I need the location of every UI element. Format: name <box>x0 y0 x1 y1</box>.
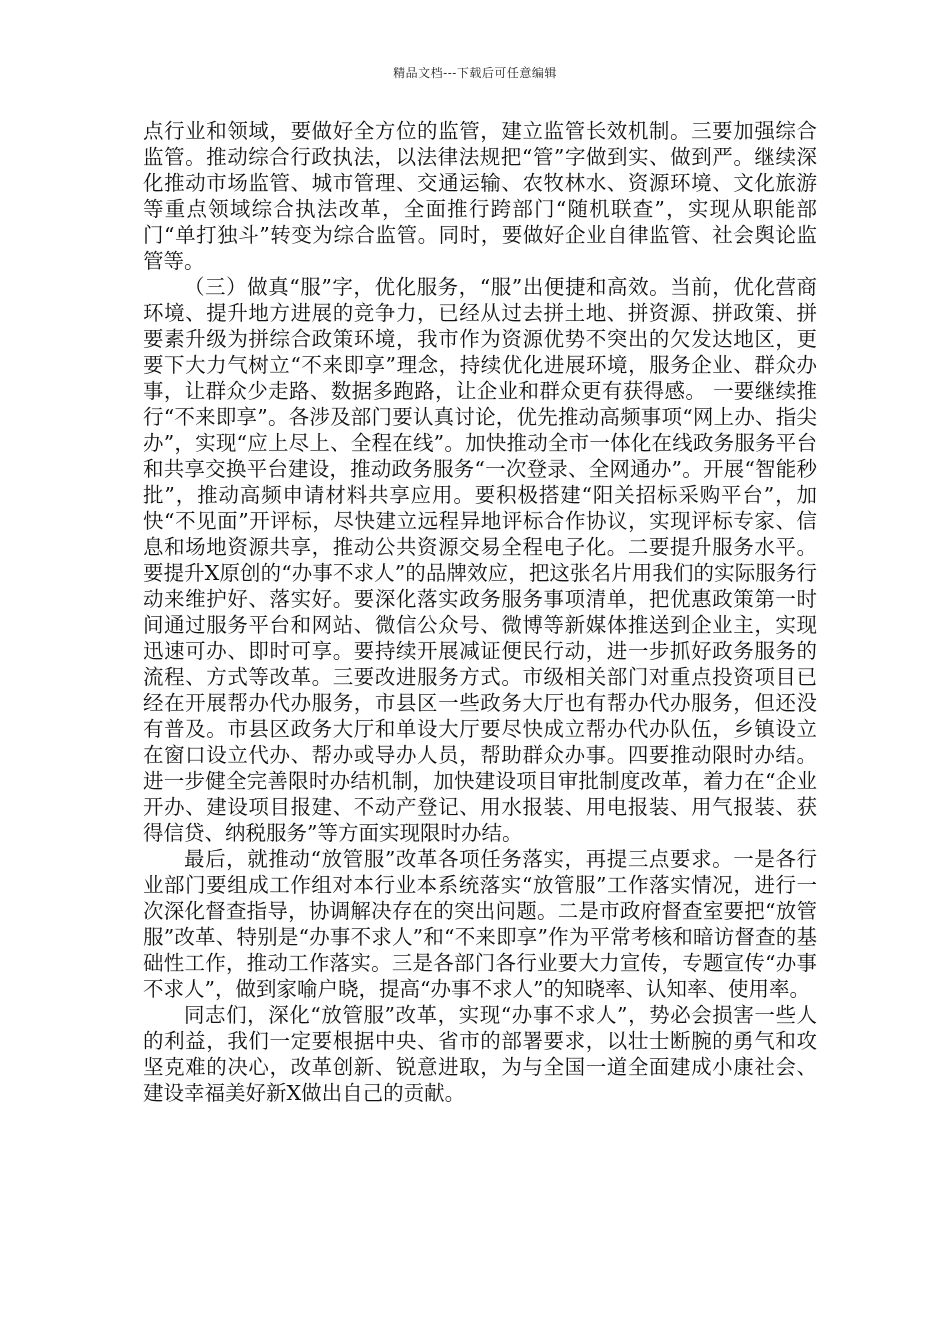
paragraph-final-requirements: 最后，就推动“放管服”改革各项任务落实，再提三点要求。一是各行业部门要组成工作组对本行业本系统落实“放管服”工作落实情况，进行一次深化督查指导，协调解决存在的突出问题。二是市政府督查室要把“放管服”改革、特别是“办事不求人”和“不来即享”作为平常考核和暗访督查的基础性工作，推动工作落实。三是各部门各行业要大力宣传，专题宣传“办事不求人”，做到家喻户晓，提高“办事不求人”的知晓率、认知率、使用率。 <box>143 847 817 1001</box>
paragraph-continued: 点行业和领域，要做好全方位的监管，建立监管长效机制。三要加强综合监管。推动综合行政执法，以法律法规把“管”字做到实、做到严。继续深化推动市场监管、城市管理、交通运输、农牧林水、资源环境、文化旅游等重点领域综合执法改革，全面推行跨部门“随机联查”，实现从职能部门“单打独斗”转变为综合监管。同时，要做好企业自律监管、社会舆论监管等。 <box>143 119 817 273</box>
document-body <box>143 118 817 1106</box>
paragraph-section-three: （三）做真“服”字，优化服务，“服”出便捷和高效。当前，优化营商环境、提升地方进展的竞争力，已经从过去拼土地、拼资源、拼政策、拼要素升级为拼综合政策环境，我市作为资源优势不突出的欠发达地区，更要下大力气树立“不来即享”理念，持续优化进展环境，服务企业、群众办事，让群众少走路、数据多跑路，让企业和群众更有获得感。 一要继续推行“不来即享”。各涉及部门要认真讨论，优先推动高频事项“网上办、指尖办”，实现“应上尽上、全程在线”。加快推动全市一体化在线政务服务平台和共享交换平台建设，推动政务服务“一次登录、全网通办”。开展“智能秒批”，推动高频申请材料共享应用。要积极搭建“阳关招标采购平台”，加快“不见面”开评标，尽快建立远程异地评标合作协议，实现评标专家、信息和场地资源共享，推动公共资源交易全程电子化。二要提升服务水平。要提升X原创的“办事不求人”的品牌效应，把这张名片用我们的实际服务行动来维护好、落实好。要深化落实政务服务事项清单，把优惠政策第一时间通过服务平台和网站、微信公众号、微博等新媒体推送到企业主，实现迅速可办、即时可享。要持续开展减证便民行动，进一步抓好政务服务的流程、方式等改革。三要改进服务方式。市级相关部门对重点投资项目已经在开展帮办代办服务，市县区一些政务大厅也有帮办代办服务，但还没有普及。市县区政务大厅和单设大厅要尽快成立帮办代办队伍，乡镇设立在窗口设立代办、帮办或导办人员，帮助群众办事。四要推动限时办结。进一步健全完善限时办结机制，加快建设项目审批制度改革，着力在“企业开办、建设项目报建、不动产登记、用水报装、用电报装、用气报装、获得信贷、纳税服务”等方面实现限时办结。 <box>143 275 817 845</box>
paragraph-closing: 同志们，深化“放管服”改革，实现“办事不求人”，势必会损害一些人的利益，我们一定要根据中央、省市的部署要求，以壮士断腕的勇气和攻坚克难的决心，改革创新、锐意进取，为与全国一道全面建成小康社会、建设幸福美好新X做出自己的贡献。 <box>143 1003 817 1105</box>
page-header: 精品文档---下载后可任意编辑 <box>393 66 557 80</box>
